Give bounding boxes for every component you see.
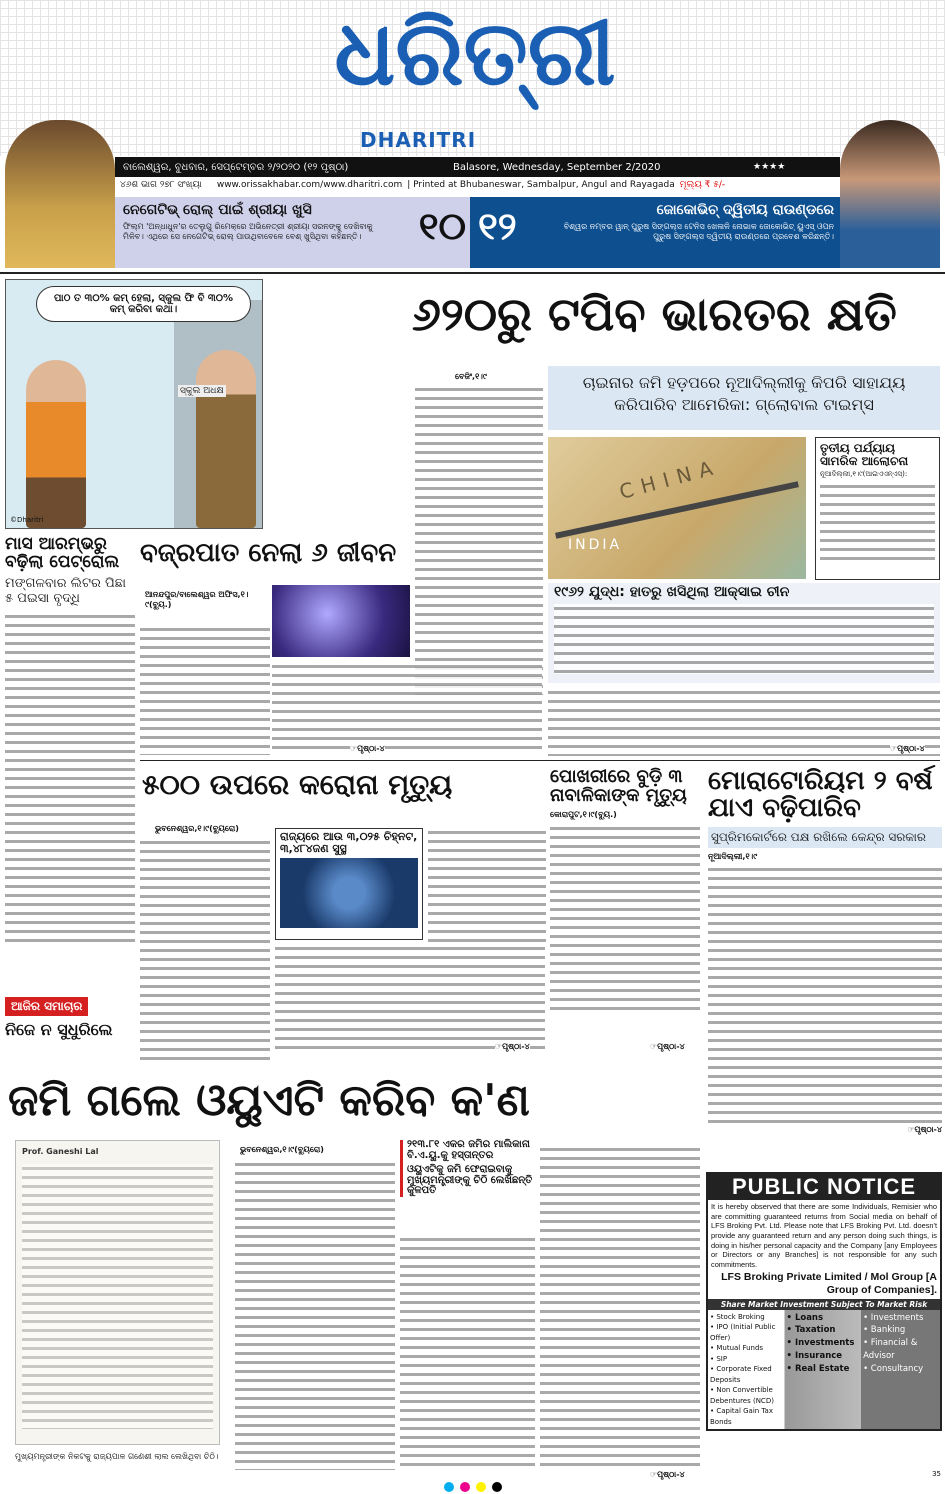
masthead [0,0,945,156]
public-notice-ad[interactable]: PUBLIC NOTICE It is hereby observed that there are some Individuals, Remisier who are committing guaranteed returns from Social media on behalf of LFS Broking Pvt. Ltd. Please note that LFS Broking Pvt. Ltd. doesn't provide any guaranteed return and any person doing such things, is doing in his/her personal capacity and the Company [any Employees or Directors or any Branches] is not responsible for any such commitments. LFS Broking Private Limited / Mol Group [A Group of Companies]. Share Market Investment Subject To Market Risk • Stock Broking • IPO (Initial Public Offer) • Mutual Funds • SIP • Corporate Fixed Deposits • Non Convertible Debentures (NCD) • Capital Gain Tax Bonds • Loans • Taxation • Investments • Insurance • Real Estate • Investments • Banking • Financial & Advisor • Consultancy [706,1172,942,1431]
dateline-bar: ବାଲେଶ୍ୱର, ବୁଧବାର, ସେପ୍ଟେମ୍ବର ୨/୨୦୨୦ (୧୨ ପୃଷ୍ଠା) Balasore, Wednesday, September 2/2020 ★★★★ [115,157,840,177]
lightning-photo [272,585,410,657]
speech-bubble: ପାଠ ତ ୩୦% କମ୍ ହେଲା, ସ୍କୁଲ ଫି ବି ୩୦% କମ୍ କରିବା କଥା। [36,286,251,322]
info-line: ୪୬ଶ ଭାଗ ୨୭୮ ସଂଖ୍ୟା www.orissakhabar.com/www.dharitri.com | Printed at Bhubaneswar, Sambalpur, Angul and Rayagada ମୂଲ୍ୟ ₹ ୫/- [120,180,726,190]
governor-letter: Prof. Ganeshi Lal [15,1140,220,1445]
petrol-story[interactable]: ମାସ ଆରମ୍ଭରୁ ବଢ଼ିଲା ପେଟ୍ରୋଲ ମଙ୍ଗଳବାର ଲିଟର ପିଛା ୫ ପଇସା ବୃଦ୍ଧି [5,536,135,942]
moratorium-story[interactable]: ମୋରାଟୋରିୟମ ୨ ବର୍ଷ ଯାଏ ବଢ଼ିପାରିବ ସୁପ୍ରିମକୋର୍ଟରେ ପକ୍ଷ ରଖିଲେ କେନ୍ଦ୍ର ସରକାର ନୂଆଦିଲ୍ଲୀ,୧।୯ ☞ପୃଷ୍ଠା-୪ [708,766,942,1134]
services-col-3: • Investments • Banking • Financial & Advisor • Consultancy [863,1312,924,1374]
services-col-2: • Loans • Taxation • Investments • Insurance • Real Estate [786,1312,855,1374]
registration-marks [0,1480,945,1494]
pond-story[interactable]: ପୋଖରୀରେ ବୁଡ଼ି ୩ ନାବାଳିକାଙ୍କ ମୃତ୍ୟୁ କୋରାପୁଟ,୧।୯(ବ୍ୟୁ.) [550,768,700,1014]
masthead-logo: ଧରିତ୍ରୀ [334,1,616,106]
cartoon: ପାଠ ତ ୩୦% କମ୍ ହେଲା, ସ୍କୁଲ ଫି ବି ୩୦% କମ୍ କରିବା କଥା। ସ୍କୁଲ ଅଧକ୍ଷ ©Dharitri [5,279,263,529]
djokovic-photo [840,120,940,268]
main-headline[interactable]: ୬୨୦ରୁ ଟପିବ ଭାରତର କ୍ଷତି [412,287,897,341]
teaser-tennis[interactable]: ୧୨ ଜୋକୋଭିଚ୍ ଦ୍ୱିତୀୟ ରାଉଣ୍ଡରେ ବିଶ୍ୱର ନମ୍ବର ୱାନ୍ ପୁରୁଷ ସିଙ୍ଗଲ୍ସ ଟେନିସ ଖେଳାଳି ନୋଭାକ ଜୋକୋଭିଚ୍ ୟୁଏସ୍ ଓପନ ପୁରୁଷ ସିଙ୍ଗଲ୍ସ ଦ୍ୱିତୀୟ ରାଉଣ୍ଡରେ ପ୍ରବେଶ କରିଛନ୍ତି। [470,197,840,268]
masthead-logo-latin: DHARITRI [360,128,477,152]
services-col-1: • Stock Broking • IPO (Initial Public Offer) • Mutual Funds • SIP • Corporate Fixed Deposits • Non Convertible Debentures (NCD) • Capital Gain Tax Bonds [710,1312,776,1426]
today-news[interactable]: ଆଜିର ସମାଚାର ନିଜେ ନ ସୁଧୁରିଲେ [5,999,113,1039]
sidebar-military-talks[interactable]: ତୃତୀୟ ପର୍ଯ୍ୟାୟ ସାମରିକ ଆଲୋଚନା ନୂଆଦିଲ୍ଲୀ,୧।୯(ଆଇଏଏନ୍‌ଏସ୍): [815,437,940,580]
corona-box: ରାଜ୍ୟରେ ଆଉ ୩,୦୨୫ ଚିହ୍ନଟ, ୩,୪୮୪ଜଣ ସୁସ୍ଥ [275,828,423,940]
ouat-headline[interactable]: ଜମି ଗଲେ ଓୟୁଏଟି କରିବ କ'ଣ [8,1075,530,1126]
map-image: CHINA INDIA [548,437,806,579]
main-subhead: ଚାଇନାର ଜମି ହଡ଼ପରେ ନୂଆଦିଲ୍ଲୀକୁ କିପରି ସାହାଯ୍ୟ କରିପାରିବ ଆମେରିକା: ଗ୍ଲୋବାଲ ଟାଇମ୍ସ [548,366,940,430]
corona-headline[interactable]: ୫୦୦ ଉପରେ କରୋନା ମୃତ୍ୟୁ [142,768,453,801]
lightning-headline[interactable]: ବଜ୍ରପାତ ନେଲା ୬ ଜୀବନ [140,538,397,568]
teaser-film[interactable]: ନେଗେଟିଭ୍ ରୋଲ୍ ପାଇଁ ଶ୍ରୀୟା ଖୁସି ଫିଲ୍ମ 'ଅନ୍ଧାଧୁନ'ର ତେଲୁଗୁ ରିମେକ୍‌ରେ ଅଭିନେତ୍ରୀ ଶ୍ରୀୟା ସରନଙ୍କୁ ଦେଖିବାକୁ ମିଳିବ। ଏଥିରେ ସେ ନେଗେଟିଭ୍ ରୋଲ୍ ପାଉଥିବାବେଳେ ବେଶ୍ ଖୁସିଥିବା କହିଛନ୍ତି। ୧୦ [115,197,470,268]
actress-photo [5,120,115,268]
cartoon-principal [196,350,256,528]
ouat-bullets: ୨୧୩.୮୧ ଏକର ଜମିର ମାଲିକାନା ବି.ଏ.ୟୁ.କୁ ହସ୍ତାନ୍ତର ଓୟୁଏଟିକୁ ଜମି ଫେରାଇବାକୁ ମୁଖ୍ୟମନ୍ତ୍ରୀଙ୍କୁ ଚିଠି ଲେଖିଛନ୍ତି କୁଳପତି [400,1140,535,1197]
cartoon-man-left [26,360,86,528]
box-1962: ୧୯୬୨ ଯୁଦ୍ଧ: ହାତରୁ ଖସିଥିଲା ଆକ୍ସାଇ ଚୀନ [548,583,940,683]
